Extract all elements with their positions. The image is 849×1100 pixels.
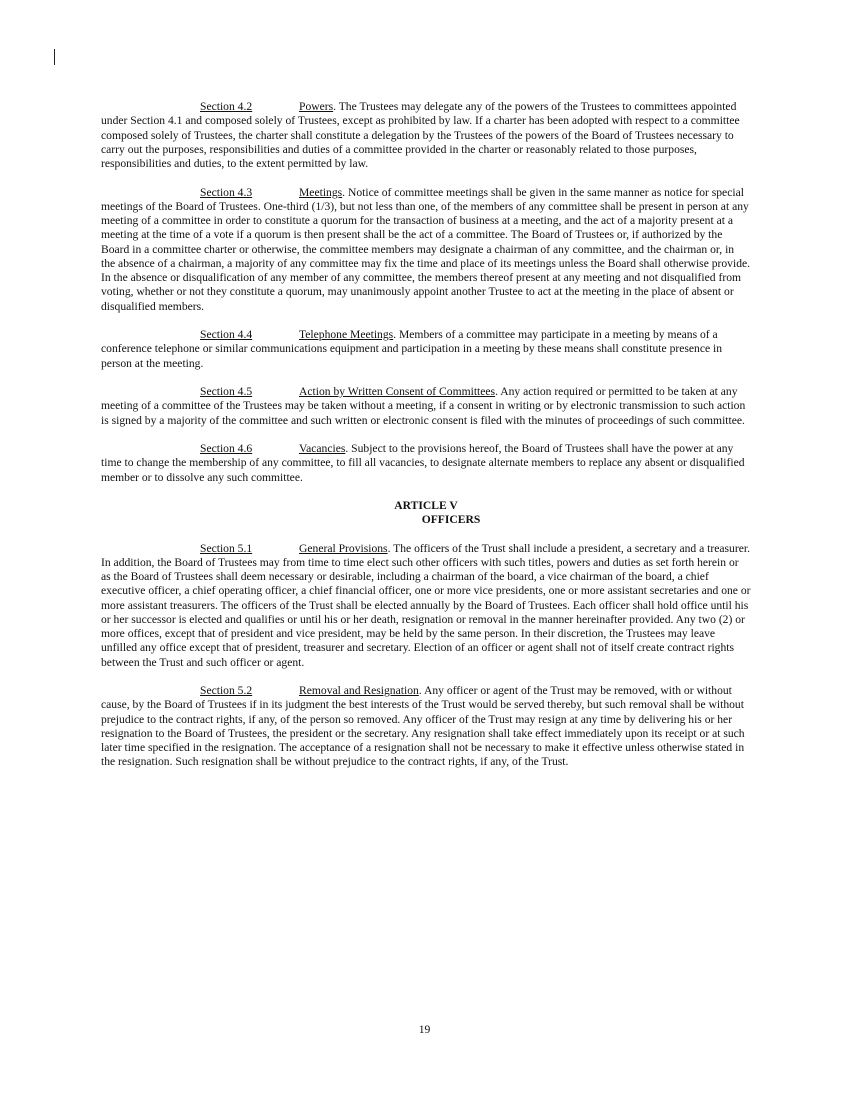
section-body: . Any officer or agent of the Trust may be removed, with or without cause, by the Board of Trustees if in its judgment the best interests of the Trust would be served thereby, but such removal shall be without prejudice to the contract rights, if any, of the person so removed. Any officer of the Trust may resign at any time by delivering his or her resignation to the Board of Trustees, the president or the secretary. Any resignation shall take effect immediately upon its receipt or at such later time specified in the resignation. The acceptance of a resignation shall not be necessary to make it effective unless otherwise stated in the resignation. Such resignation shall be without prejudice to the contract rights, if any, of the Trust. [101, 684, 745, 769]
section-title: Removal and Resignation [299, 684, 419, 697]
section-4-2 [101, 100, 751, 171]
section-body: . Subject to the provisions hereof, the Board of Trustees shall have the power at any time to change the membership of any committee, to fill all vacancies, to designate alternate members to replace any absent or disqualified member or to dissolve any such committee. [101, 442, 745, 484]
section-4-6 [101, 442, 751, 485]
section-number: Section 5.1 [200, 541, 253, 555]
section-4-4 [101, 328, 751, 371]
section-body: . Any action required or permitted to be taken at any meeting of a committee of the Trustees may be taken without a meeting, if a consent in writing or by electronic transmission to such action is signed by a majority of the committee and such written or electronic consent is filed with the minutes of proceedings of such committee. [101, 385, 746, 427]
section-number: Section 4.5 [200, 385, 253, 398]
section-4-5 [101, 385, 751, 428]
section-5-1 [101, 542, 751, 670]
section-number: Section 5.2 [200, 684, 253, 697]
section-title: Powers [299, 100, 334, 113]
article-heading: ARTICLE V [394, 499, 458, 512]
section-body: . Notice of committee meetings shall be given in the same manner as notice for special meetings of the Board of Trustees. One-third (1/3), but not less than one, of the members of any committee shall be present in person at any meeting of a committee in order to constitute a quorum for the transaction of business at a meeting, and the act of a majority present at a meeting at the time of a vote if a quorum is then present shall be the act of a committee. The Board of Trustees or, if authorized by the Board in a committee charter or otherwise, the committee members may designate a chairman of any committee, and the chairman or, in the absence of a chairman, a majority of any committee may fix the time and place of its meetings unless the Board shall otherwise provide. In the absence or disqualification of any member of any committee, the members thereof present at any meeting and not disqualified from voting, whether or not they constitute a quorum, may unanimously appoint another Trustee to act at the meeting in the place of absent or disqualified members. [101, 185, 751, 313]
article-subheading: OFFICERS [421, 513, 481, 527]
section-title: Vacancies [299, 442, 346, 455]
section-title: Meetings [299, 185, 343, 199]
section-5-2 [101, 684, 751, 770]
section-number: Section 4.4 [200, 328, 253, 341]
section-body: . Members of a committee may participate in a meeting by means of a conference telephone or similar communications equipment and participation in a meeting by these means shall constitute presence in person at the meeting. [101, 328, 723, 370]
article-heading-block [101, 499, 751, 528]
page-number: 19 [418, 1023, 431, 1036]
revision-bar [54, 49, 55, 65]
section-body: . The Trustees may delegate any of the powers of the Trustees to committees appointed under Section 4.1 and composed solely of Trustees, except as prohibited by law. If a charter has been adopted with respect to a committee composed solely of Trustees, the charter shall constitute a delegation by the Trustees of the powers of the Board of Trustees necessary to carry out the purposes, responsibilities and duties of a committee provided in the charter or reasonably related to those purposes, responsibilities and duties, to the extent permitted by law. [101, 100, 740, 170]
section-title: Action by Written Consent of Committees [299, 385, 496, 398]
section-4-3 [101, 186, 751, 314]
document-body [101, 100, 751, 784]
section-number: Section 4.6 [200, 442, 253, 455]
section-number: Section 4.3 [200, 185, 253, 199]
section-number: Section 4.2 [200, 100, 253, 113]
section-body: . The officers of the Trust shall include a president, a secretary and a treasurer. In addition, the Board of Trustees may from time to time elect such other officers with such titles, powers and duties as set forth herein or as the Board of Trustees shall deem necessary or desirable, including a chairman of the board, a vice chairman of the board, a chief executive officer, a chief operating officer, a chief financial officer, one or more vice presidents, one or more assistant secretaries and one or more assistant treasurers. The officers of the Trust shall be elected annually by the Board of Trustees. Each officer shall hold office until his or her successor is elected and qualifies or until his or her death, resignation or removal in the manner hereinafter provided. Any two (2) or more offices, except that of president and vice president, may be held by the same person. In their discretion, the Trustees may leave unfilled any office except that of president, treasurer and secretary. Election of an officer or agent shall not of itself create contract rights between the Trust and such officer or agent. [101, 541, 751, 669]
section-title: General Provisions [299, 541, 388, 555]
section-title: Telephone Meetings [299, 328, 394, 341]
